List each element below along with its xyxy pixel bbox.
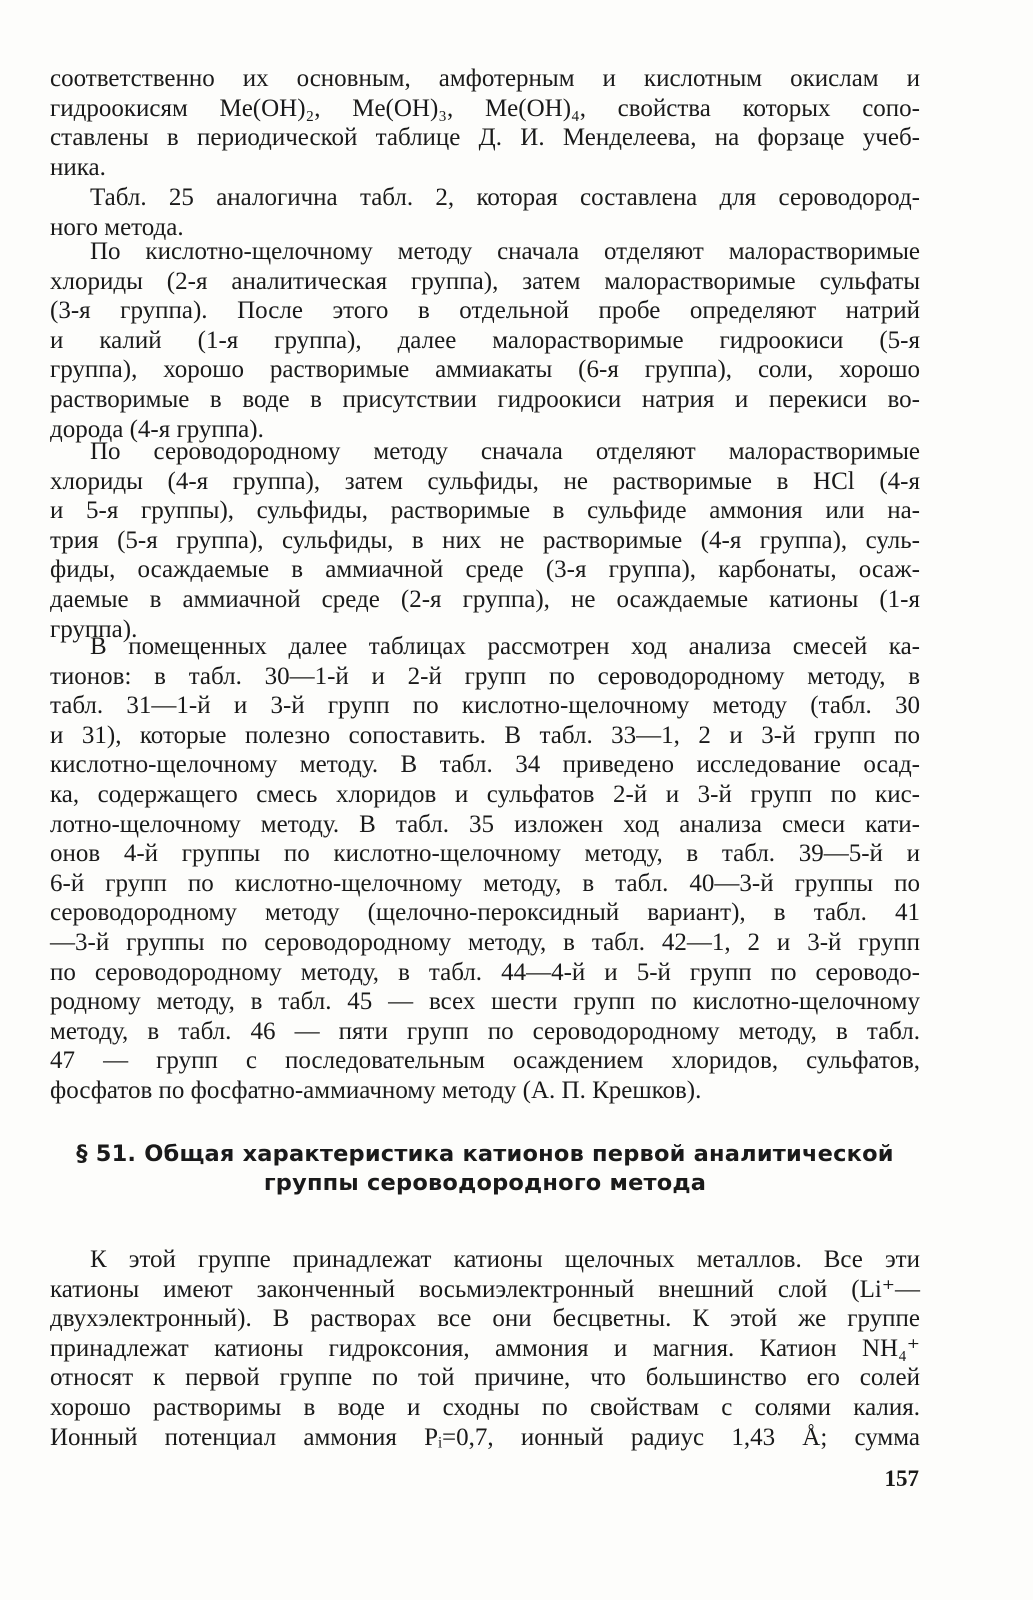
text-line: ного метода. xyxy=(50,213,184,241)
text-line: относят к первой группе по той причине, что большинство его солей xyxy=(50,1364,920,1392)
text-line: хлориды (4-я группа), затем сульфиды, не растворимые в HCl (4-я xyxy=(50,467,920,495)
text-line: тионов: в табл. 30—1-й и 2-й групп по сероводородному методу, в xyxy=(50,662,920,690)
paragraph-text xyxy=(50,437,920,644)
paragraph-text xyxy=(50,183,920,242)
text-line: двухэлектронный). В растворах все они бесцветны. К этой же группе xyxy=(50,1305,920,1333)
text-line: соответственно их основным, амфотерным и кислотным окислам и xyxy=(50,65,920,92)
page-number: 157 xyxy=(884,1466,919,1491)
text-line: катионы имеют законченный восьмиэлектронный внешний слой (Li⁺— xyxy=(50,1275,920,1303)
text-line: хорошо растворимы в воде и сходны по свойствам с солями калия. xyxy=(50,1393,920,1421)
text-line: фосфатов по фосфатно-аммиачному методу (А. П. Крешков). xyxy=(50,1076,702,1104)
text-line: принадлежат катионы гидроксония, аммония и магния. Катион NH₄⁺ xyxy=(50,1334,920,1362)
paragraph-text xyxy=(50,1245,920,1452)
text-line: трия (5-я группа), сульфиды, в них не растворимые (4-я группа), суль- xyxy=(50,526,920,554)
text-line: онов 4-й группы по кислотно-щелочному методу, в табл. 39—5-й и xyxy=(50,840,920,868)
text-line: методу, в табл. 46 — пяти групп по сероводородному методу, в табл. xyxy=(50,1017,920,1045)
text-line: Ионный потенциал аммония Pᵢ=0,7, ионный радиус 1,43 Å; сумма xyxy=(50,1423,920,1451)
text-line: табл. 31—1-й и 3-й групп по кислотно-щелочному методу (табл. 30 xyxy=(50,692,920,720)
text-line: ника. xyxy=(50,153,106,181)
paragraph-text xyxy=(50,632,920,1106)
text-line: гидроокисям Me(OH)₂, Me(OH)₃, Me(OH)₄, свойства которых сопо- xyxy=(50,94,920,122)
text-line: группа), хорошо растворимые аммиакаты (6-я группа), соли, хорошо xyxy=(50,356,920,384)
text-line: фиды, осаждаемые в аммиачной среде (3-я группа), карбонаты, осаж- xyxy=(50,556,920,584)
section-heading-line: группы сероводородного метода xyxy=(263,1170,707,1196)
text-line: группа). xyxy=(50,615,138,643)
text-line: кислотно-щелочному методу. В табл. 34 приведено исследование осад- xyxy=(50,751,920,779)
text-line: хлориды (2-я аналитическая группа), затем малорастворимые сульфаты xyxy=(50,267,920,295)
text-line: ставлены в периодической таблице Д. И. Менделеева, на форзаце учеб- xyxy=(50,124,920,152)
text-line: Табл. 25 аналогична табл. 2, которая составлена для сероводород- xyxy=(90,184,920,211)
paragraph-hydrogen-sulfide-method xyxy=(50,437,920,644)
section-heading-line: § 51. Общая характеристика катионов первой аналитической xyxy=(76,1141,894,1167)
text-line: По кислотно-щелочному методу сначала отделяют малорастворимые xyxy=(90,238,920,265)
text-line: сероводородному методу (щелочно-пероксидный вариант), в табл. 41 xyxy=(50,899,920,927)
paragraph-acid-base-method xyxy=(50,237,920,444)
text-line: и калий (1-я группа), далее малорастворимые гидроокиси (5-я xyxy=(50,326,920,354)
text-line: 47 — групп с последовательным осаждением хлоридов, сульфатов, xyxy=(50,1047,920,1075)
text-line: К этой группе принадлежат катионы щелочных металлов. Все эти xyxy=(90,1246,920,1273)
text-line: лотно-щелочному методу. В табл. 35 изложен ход анализа смеси кати- xyxy=(50,810,920,838)
text-line: ка, содержащего смесь хлоридов и сульфатов 2-й и 3-й групп по кис- xyxy=(50,780,920,808)
text-line: —3-й группы по сероводородному методу, в табл. 42—1, 2 и 3-й групп xyxy=(50,928,920,956)
text-line: (3-я группа). После этого в отдельной пробе определяют натрий xyxy=(50,297,920,325)
text-line: по сероводородному методу, в табл. 44—4-й и 5-й групп по сероводо- xyxy=(50,958,920,986)
text-line: родному методу, в табл. 45 — всех шести групп по кислотно-щелочному xyxy=(50,988,920,1016)
paragraph-text xyxy=(50,237,920,444)
paragraph-tables-overview xyxy=(50,632,920,1106)
text-line: и 31), которые полезно сопоставить. В табл. 33—1, 2 и 3-й групп по xyxy=(50,721,920,749)
text-line: даемые в аммиачной среде (2-я группа), не осаждаемые катионы (1-я xyxy=(50,585,920,613)
text-line: В помещенных далее таблицах рассмотрен ход анализа смесей ка- xyxy=(90,633,920,660)
paragraph-table-25 xyxy=(50,183,920,242)
text-line: растворимые в воде в присутствии гидроокиси натрия и перекиси во- xyxy=(50,385,920,413)
text-line: 6-й групп по кислотно-щелочному методу, в табл. 40—3-й группы по xyxy=(50,869,920,897)
section-heading xyxy=(50,1140,920,1198)
text-line: и 5-я группы), сульфиды, растворимые в сульфиде аммония или на- xyxy=(50,497,920,525)
paragraph-alkali-cations xyxy=(50,1245,920,1452)
text-line: дорода (4-я группа). xyxy=(50,415,264,443)
text-line: По сероводородному методу сначала отделяют малорастворимые xyxy=(90,438,920,465)
paragraph-oxides xyxy=(50,64,920,182)
paragraph-text xyxy=(50,64,920,182)
